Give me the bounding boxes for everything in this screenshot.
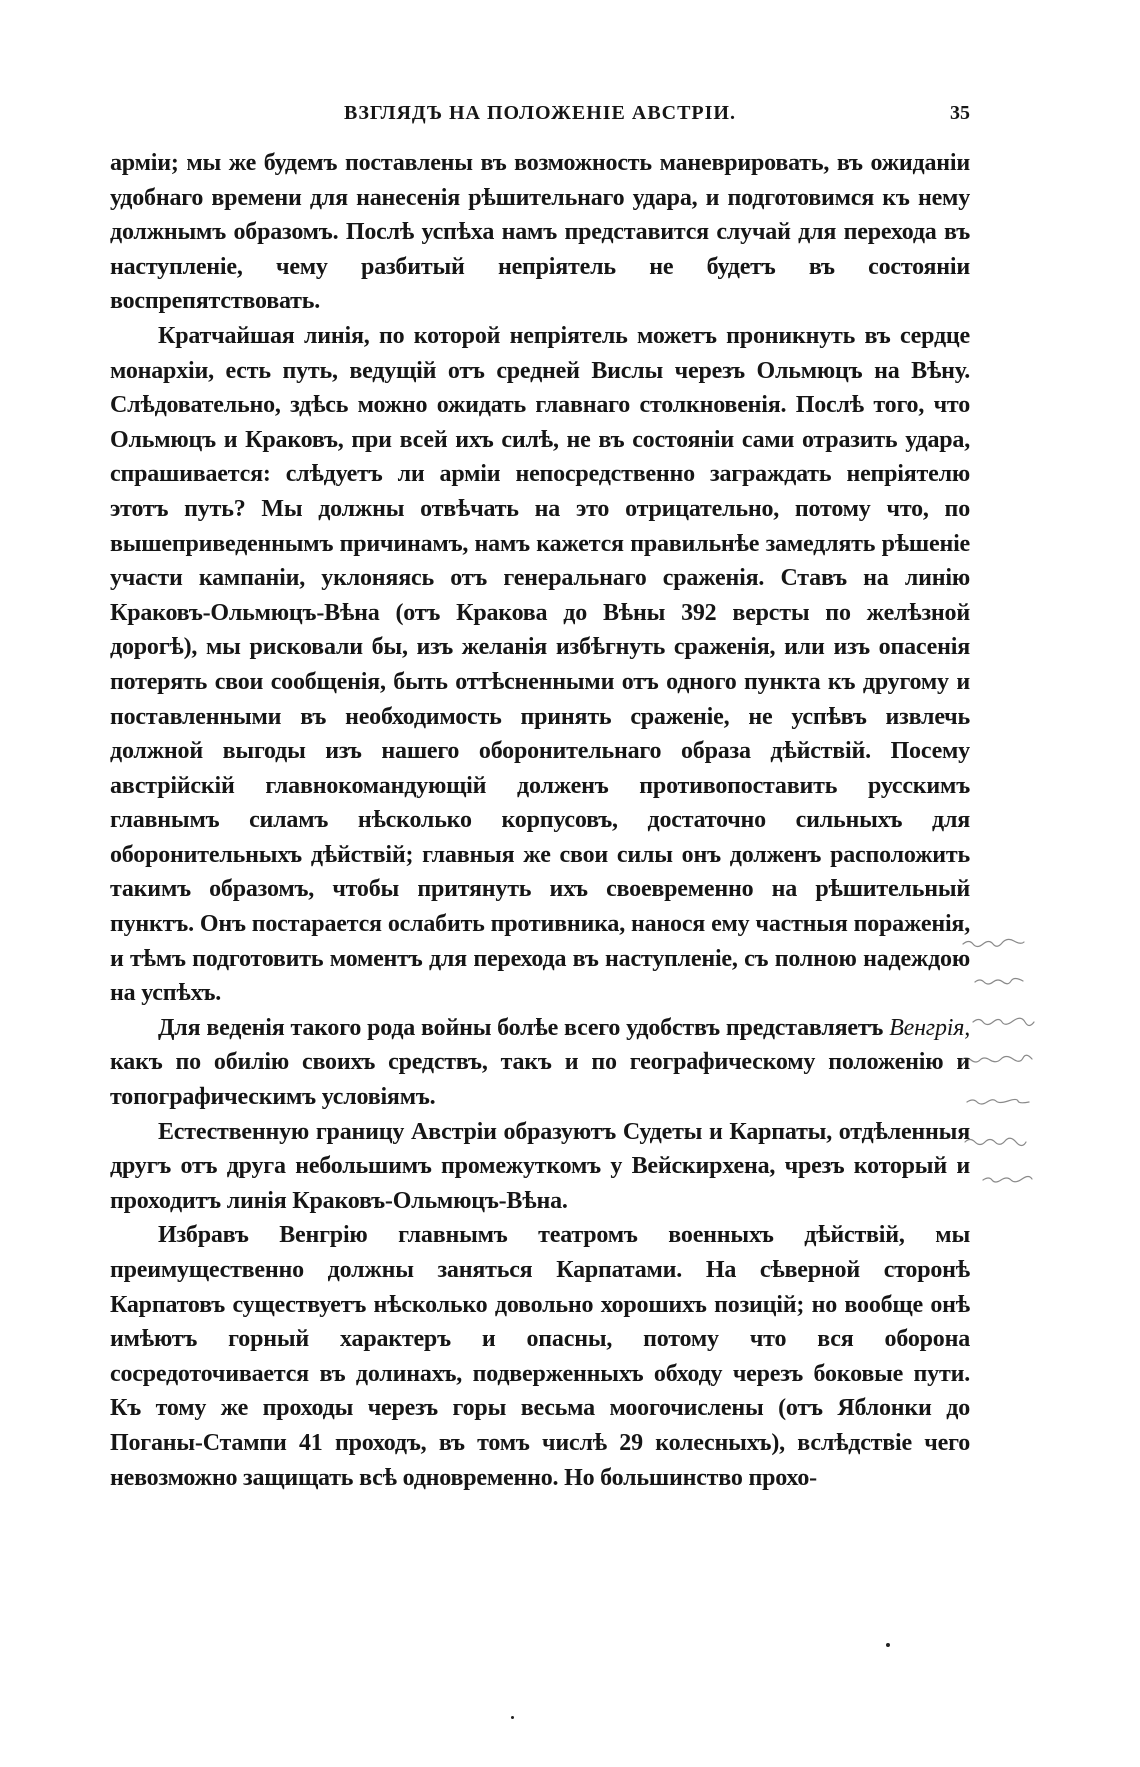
paragraph-4 xyxy=(110,1115,970,1219)
page-speck-2 xyxy=(511,1716,514,1719)
handwritten-margin-note xyxy=(955,930,1075,1190)
running-title: ВЗГЛЯДЪ НА ПОЛОЖЕНІЕ АВСТРІИ. xyxy=(343,102,736,124)
paragraph-3-emphasis: Венгрія, xyxy=(889,1014,970,1041)
page-speck-1 xyxy=(886,1643,890,1647)
body-text xyxy=(110,146,970,1495)
paragraph-3 xyxy=(110,1011,970,1115)
paragraph-3-text-start: Для веденія такого рода войны болѣе всего удобствъ представляетъ xyxy=(158,1014,890,1041)
paragraph-3-text-end: какъ по обилію своихъ средствъ, такъ и по географическому положенію и топографическимъ условіямъ. xyxy=(110,1049,970,1111)
page-number: 35 xyxy=(950,102,970,124)
paragraph-2-text: Кратчайшая линія, по которой непріятель можетъ проникнуть въ сердце монархіи, есть путь, ведущій отъ средней Вислы черезъ Ольмюцъ на Вѣну. Слѣдовательно, здѣсь можно ожидать главнаго столкновенія. Послѣ того, что Ольмюцъ и Краковъ, при всей ихъ силѣ, не въ состояніи сами отразить удара, спрашивается: слѣдуетъ ли арміи непосредственно заграждать непріятелю этотъ путь? Мы должны отвѣчать на это отрицательно, потому что, по вышеприведеннымъ причинамъ, намъ кажется правильнѣе замедлять рѣшеніе участи кампаніи, уклоняясь отъ генеральнаго сраженія. Ставъ на линію Краковъ-Ольмюцъ-Вѣна (отъ Кракова до Вѣны 392 версты по желѣзной дорогѣ), мы рисковали бы, изъ желанія избѣгнуть сраженія, или изъ опасенія потерять свои сообщенія, быть оттѣсненными отъ одного пункта къ другому и поставленными въ необходимость принять сраженіе, не успѣвъ извлечь должной выгоды изъ нашего оборонительнаго образа дѣйствій. Посему австрійскій главнокомандующій долженъ противопоставить русскимъ главнымъ силамъ нѣсколько корпусовъ, достаточно сильныхъ для оборонительныхъ дѣйствій; главныя же свои силы онъ долженъ расположить такимъ образомъ, чтобы притянуть ихъ своевременно на рѣшительный пунктъ. Онъ постарается ослабить противника, нанося ему частныя пораженія, и тѣмъ подготовить моментъ для перехода въ наступленіе, съ полною надеждою на успѣхъ. xyxy=(110,322,970,1007)
paragraph-5 xyxy=(110,1218,970,1495)
handwriting-scribble xyxy=(955,930,1075,1190)
paragraph-2 xyxy=(110,319,970,1011)
paragraph-1-text: арміи; мы же будемъ поставлены въ возможность маневрировать, въ ожиданіи удобнаго времени для нанесенія рѣшительнаго удара, и подготовимся къ нему должнымъ образомъ. Послѣ успѣха намъ представится случай для перехода въ наступленіе, чему разбитый непріятель не будетъ въ состояніи воспрепятствовать. xyxy=(110,150,970,315)
paragraph-1 xyxy=(110,146,970,319)
paragraph-5-text: Избравъ Венгрію главнымъ театромъ военныхъ дѣйствій, мы преимущественно должны заняться Карпатами. На сѣверной сторонѣ Карпатовъ существуетъ нѣсколько довольно хорошихъ позицій; но вообще онѣ имѣютъ горный характеръ и опасны, потому что вся оборона сосредоточивается въ долинахъ, подверженныхъ обходу черезъ боковые пути. Къ тому же проходы черезъ горы весьма моогочислены (отъ Яблонки до Поганы-Стампи 41 проходъ, въ томъ числѣ 29 колесныхъ), вслѣдствіе чего невозможно защищать всѣ одновременно. Но большинство прохо- xyxy=(110,1222,970,1491)
running-head xyxy=(110,102,970,136)
paragraph-4-text: Естественную границу Австріи образуютъ Судеты и Карпаты, отдѣленныя другъ отъ друга небольшимъ промежуткомъ у Вейскирхена, чрезъ который и проходитъ линія Краковъ-Ольмюцъ-Вѣна. xyxy=(110,1118,970,1214)
